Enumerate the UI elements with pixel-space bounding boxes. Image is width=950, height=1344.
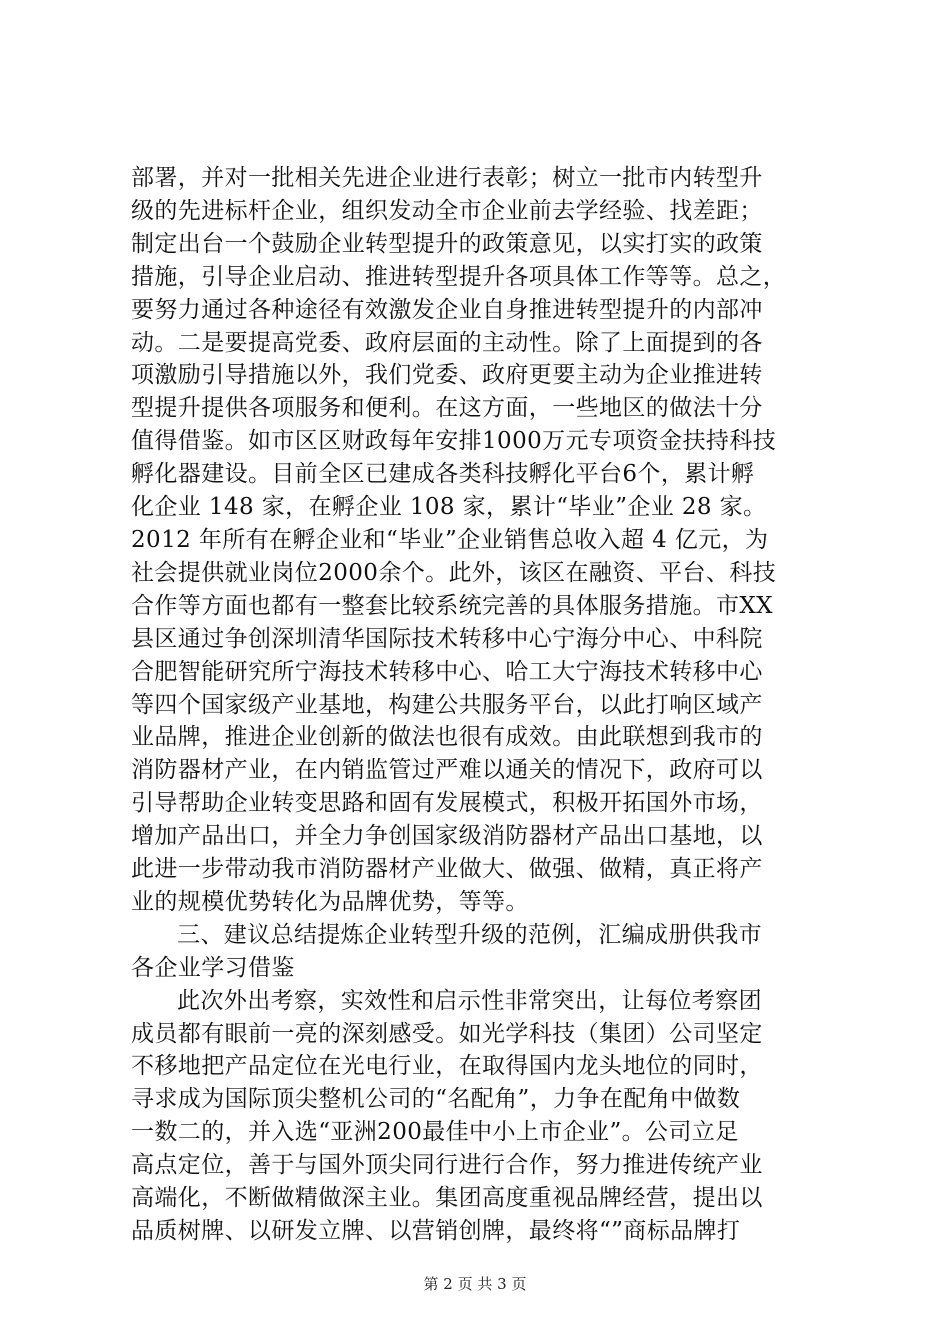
text-line: 引导帮助企业转变思路和固有发展模式，积极开拓国外市场， bbox=[131, 790, 763, 817]
text-line: 一数二的，并入选“亚洲200最佳中小上市企业”。公司立足 bbox=[131, 1119, 739, 1146]
text-line: 级的先进标杆企业，组织发动全市企业前去学经验、找差距； bbox=[131, 197, 763, 224]
text-line: 合作等方面也都有一整套比较系统完善的具体服务措施。市XX bbox=[131, 592, 773, 619]
text-line: 2012 年所有在孵企业和“毕业”企业销售总收入超 4 亿元，为 bbox=[131, 526, 769, 553]
text-line: 高点定位，善于与国外顶尖同行进行合作，努力推进传统产业 bbox=[131, 1152, 763, 1179]
text-line: 动。二是要提高党委、政府层面的主动性。除了上面提到的各 bbox=[131, 329, 763, 356]
section-heading-line: 三、建议总结提炼企业转型升级的范例，汇编成册供我市 bbox=[177, 921, 762, 948]
text-line: 社会提供就业岗位2000余个。此外，该区在融资、平台、科技 bbox=[131, 559, 777, 586]
text-line: 合肥智能研究所宁海技术转移中心、哈工大宁海技术转移中心 bbox=[131, 658, 763, 685]
text-line: 不移地把产品定位在光电行业，在取得国内龙头地位的同时， bbox=[131, 1053, 763, 1080]
text-line: 制定出台一个鼓励企业转型提升的政策意见，以实打实的政策 bbox=[131, 230, 763, 257]
text-line: 增加产品出口，并全力争创国家级消防器材产品出口基地，以 bbox=[131, 823, 763, 850]
text-line: 项激励引导措施以外，我们党委、政府更要主动为企业推进转 bbox=[131, 362, 763, 389]
text-line: 部署，并对一批相关先进企业进行表彰；树立一批市内转型升 bbox=[131, 165, 763, 191]
text-line: 寻求成为国际顶尖整机公司的“名配角”，力争在配角中做数 bbox=[131, 1086, 741, 1113]
text-line: 业品牌，推进企业创新的做法也很有成效。由此联想到我市的 bbox=[131, 724, 763, 751]
text-line: 值得借鉴。如市区区财政每年安排1000万元专项资金扶持科技 bbox=[131, 428, 777, 455]
page-number-footer: 第 2 页 共 3 页 bbox=[423, 1275, 527, 1293]
text-line: 化企业 148 家，在孵企业 108 家，累计“毕业”企业 28 家。 bbox=[131, 494, 767, 521]
text-line: 县区通过争创深圳清华国际技术转移中心宁海分中心、中科院 bbox=[131, 625, 763, 652]
text-line: 孵化器建设。目前全区已建成各类科技孵化平台6个，累计孵 bbox=[131, 461, 755, 488]
text-line: 等四个国家级产业基地，构建公共服务平台，以此打响区域产 bbox=[131, 691, 763, 718]
text-line: 此进一步带动我市消防器材产业做大、做强、做精，真正将产 bbox=[131, 856, 763, 883]
text-line: 消防器材产业，在内销监管过严难以通关的情况下，政府可以 bbox=[131, 757, 763, 784]
text-line: 要努力通过各种途径有效激发企业自身推进转型提升的内部冲 bbox=[131, 296, 763, 323]
text-line: 品质树牌、以研发立牌、以营销创牌，最终将“”商标品牌打 bbox=[131, 1218, 741, 1244]
text-line: 成员都有眼前一亮的深刻感受。如光学科技（集团）公司坚定 bbox=[131, 1020, 763, 1047]
text-line: 业的规模优势转化为品牌优势，等等。 bbox=[131, 888, 529, 915]
text-line: 措施，引导企业启动、推进转型提升各项具体工作等等。总之， bbox=[131, 263, 787, 290]
section-heading-line: 各企业学习借鉴 bbox=[131, 954, 295, 981]
body-text bbox=[131, 162, 831, 1248]
text-line: 型提升提供各项服务和便利。在这方面，一些地区的做法十分 bbox=[131, 395, 763, 422]
text-line: 此次外出考察，实效性和启示性非常突出，让每位考察团 bbox=[177, 987, 762, 1014]
text-line: 高端化，不断做精做深主业。集团高度重视品牌经营，提出以 bbox=[131, 1185, 763, 1212]
